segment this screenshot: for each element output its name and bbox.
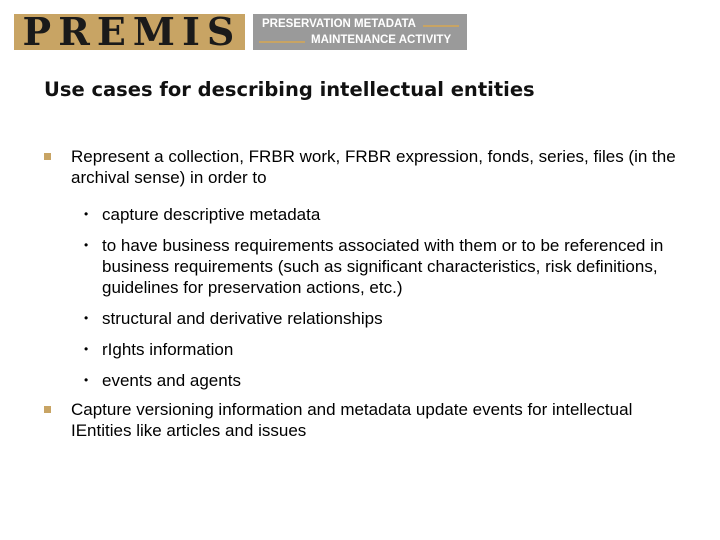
bullet-text: Represent a collection, FRBR work, FRBR expression, fonds, series, files (in the archival sense) in order to [71, 147, 676, 187]
logo-accent-bar [423, 25, 459, 27]
sub-bullet-text: capture descriptive metadata [102, 205, 321, 224]
dot-bullet-icon: • [84, 342, 89, 356]
sub-bullet-item [44, 339, 684, 360]
logo-letter: P [22, 14, 54, 50]
slide-body [44, 146, 684, 441]
dot-bullet-icon: • [84, 311, 89, 325]
dot-bullet-icon: • [84, 238, 89, 252]
logo-letter: R [58, 14, 92, 50]
sub-bullet-text: to have business requirements associated with them or to be referenced in business requirements (such as significant characteristics, risk definitions, guidelines for preservation actions, etc.) [102, 236, 664, 297]
sub-bullet-item [44, 204, 684, 225]
square-bullet-icon [44, 406, 51, 413]
logo-letter: I [182, 14, 202, 50]
slide-title: Use cases for describing intellectual entities [44, 78, 535, 101]
sub-bullet-item [44, 235, 684, 298]
sub-bullet-text: structural and derivative relationships [102, 309, 383, 328]
square-bullet-icon [44, 153, 51, 160]
logo-letter: M [132, 14, 177, 50]
logo-letter: E [96, 14, 128, 50]
bullet-item [44, 399, 684, 441]
sub-bullet-item [44, 308, 684, 329]
dot-bullet-icon: • [84, 207, 89, 221]
premis-logo [14, 14, 467, 50]
sub-bullet-item [44, 370, 684, 391]
logo-letter: S [206, 14, 237, 50]
logo-wordmark [14, 14, 245, 50]
dot-bullet-icon: • [84, 373, 89, 387]
logo-tagline [253, 14, 467, 50]
logo-accent-bar [259, 41, 305, 43]
bullet-item [44, 146, 684, 188]
bullet-text: Capture versioning information and metadata update events for intellectual IEntities like articles and issues [71, 400, 633, 440]
sub-bullet-text: events and agents [102, 371, 241, 390]
sub-bullet-text: rIghts information [102, 340, 234, 359]
logo-tagline-line1: PRESERVATION METADATA [262, 18, 416, 30]
logo-tagline-line2: MAINTENANCE ACTIVITY [311, 34, 452, 46]
